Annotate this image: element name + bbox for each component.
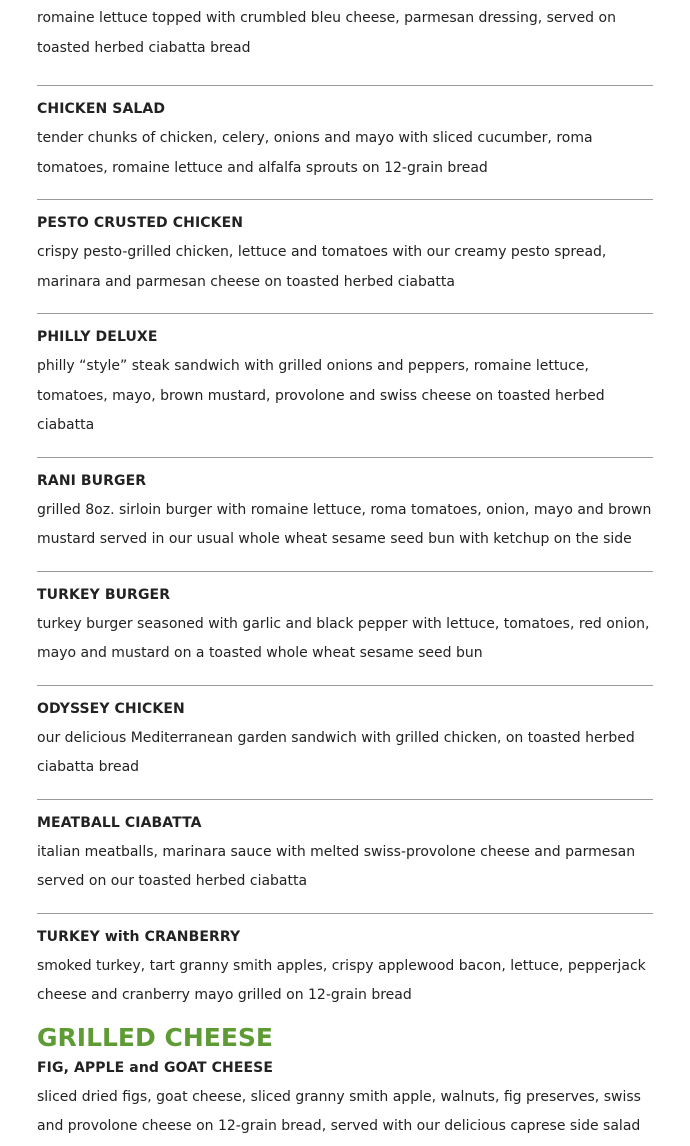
item-description: sliced dried figs, goat cheese, sliced granny smith apple, walnuts, fig preserves, swiss and provolone cheese on 12-grain bread, served with our delicious caprese side salad — [37, 1088, 641, 1134]
item-name: CHICKEN SALAD — [37, 101, 166, 117]
menu-item — [37, 572, 653, 685]
menu-item — [37, 686, 653, 799]
menu-item — [37, 200, 653, 313]
item-description: tender chunks of chicken, celery, onions and mayo with sliced cucumber, roma tomatoes, romaine lettuce and alfalfa sprouts on 12-grain bread — [37, 130, 593, 176]
item-name: PHILLY DELUXE — [37, 329, 158, 345]
menu-item — [37, 86, 653, 199]
item-description: crispy pesto-grilled chicken, lettuce and tomatoes with our creamy pesto spread, marinara and parmesan cheese on toasted herbed ciabatta — [37, 244, 607, 290]
item-name: TURKEY BURGER — [37, 586, 171, 603]
item-name: FIG, APPLE and GOAT CHEESE — [37, 1059, 274, 1076]
item-description: our delicious Mediterranean garden sandwich with grilled chicken, on toasted herbed ciabatta bread — [37, 729, 635, 775]
item-description: turkey burger seasoned with garlic and black pepper with lettuce, tomatoes, red onion, mayo and mustard on a toasted whole wheat sesame seed bun — [37, 615, 650, 661]
item-name: MEATBALL CIABATTA — [37, 814, 202, 831]
item-description: philly “style” steak sandwich with grilled onions and peppers, romaine lettuce, tomatoes, mayo, brown mustard, provolone and swiss cheese on toasted herbed ciabatta — [37, 358, 605, 433]
menu-item — [37, 800, 653, 913]
menu-item — [37, 458, 653, 571]
item-name: ODYSSEY CHICKEN — [37, 700, 185, 717]
section-title-grilled-cheese: GRILLED CHEESE — [37, 1022, 273, 1052]
menu-item — [37, 914, 653, 1017]
item-name: TURKEY with CRANBERRY — [37, 928, 241, 945]
item-description: smoked turkey, tart granny smith apples, crispy applewood bacon, lettuce, pepperjack cheese and cranberry mayo grilled on 12-grain bread — [37, 957, 646, 1003]
item-name: PESTO CRUSTED CHICKEN — [37, 215, 244, 231]
item-description: italian meatballs, marinara sauce with melted swiss-provolone cheese and parmesan served on our toasted herbed ciabatta — [37, 843, 636, 889]
item-name: RANI BURGER — [37, 472, 147, 489]
previous-item-description: romaine lettuce topped with crumbled bleu cheese, parmesan dressing, served on toasted herbed ciabatta bread — [37, 10, 616, 56]
menu-item — [37, 314, 653, 457]
menu-item — [37, 1053, 653, 1142]
item-description: grilled 8oz. sirloin burger with romaine lettuce, roma tomatoes, onion, mayo and brown mustard served in our usual whole wheat sesame seed bun with ketchup on the side — [37, 501, 652, 547]
